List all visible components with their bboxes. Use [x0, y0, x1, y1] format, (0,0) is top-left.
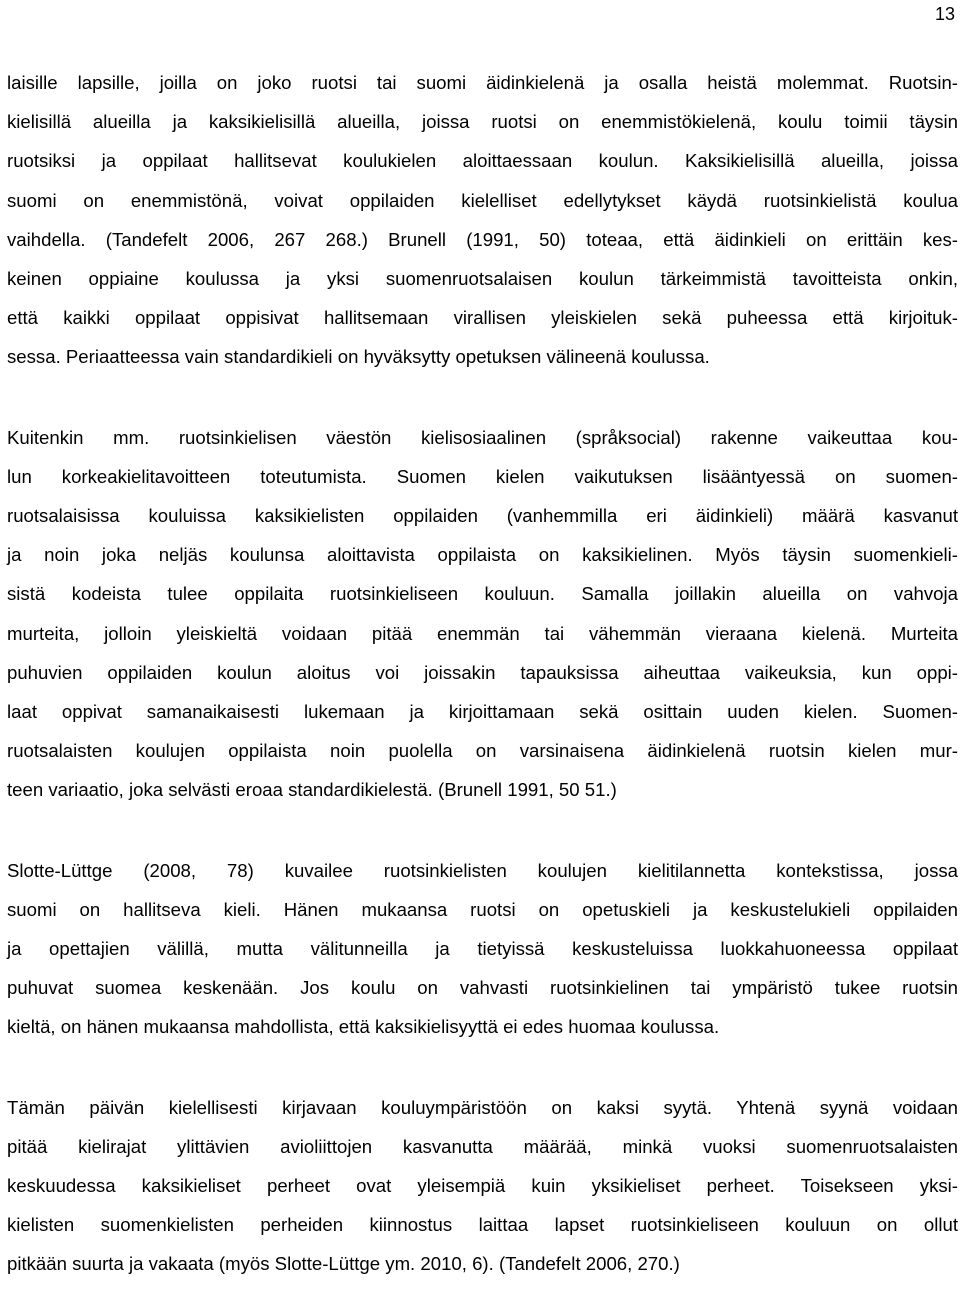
text-line: ruotsalaisissa kouluissa kaksikielisten oppilaiden (vanhemmilla eri äidinkieli) määrä kasvanut [7, 505, 958, 527]
text-line: pitkään suurta ja vakaata (myös Slotte-Lüttge ym. 2010, 6). (Tandefelt 2006, 270.) [7, 1253, 680, 1275]
text-line: Tämän päivän kielellisesti kirjavaan kouluympäristöön on kaksi syytä. Yhtenä syynä voidaan [7, 1096, 958, 1118]
text-line: puhuvien oppilaiden koulun aloitus voi joissakin tapauksissa aiheuttaa vaikeuksia, kun oppi- [7, 661, 958, 683]
text-line: ruotsalaisten koulujen oppilaista noin puolella on varsinaisena äidinkielenä ruotsin kielen mur- [7, 740, 958, 762]
text-line: keinen oppiaine koulussa ja yksi suomenruotsalaisen koulun tärkeimmistä tavoitteista onkin, [7, 268, 958, 290]
text-line: laisille lapsille, joilla on joko ruotsi tai suomi äidinkielenä ja osalla heistä molemmat. Ruotsin- [7, 72, 958, 93]
page-number: 13 [934, 4, 955, 24]
text-line: laat oppivat samanaikaisesti lukemaan ja kirjoittamaan sekä osittain uuden kielen. Suomen- [7, 701, 958, 723]
text-line: ruotsiksi ja oppilaat hallitsevat koulukielen aloittaessaan koulun. Kaksikielisillä alueilla, joissa [7, 150, 958, 172]
text-line: suomi on enemmistönä, voivat oppilaiden kielelliset edellytykset käydä ruotsinkielistä koulua [7, 189, 958, 211]
text-line: murteita, jolloin yleiskieltä voidaan pitää enemmän tai vähemmän vieraana kielenä. Murteita [7, 622, 958, 644]
text-line: sistä kodeista tulee oppilaita ruotsinkieliseen kouluun. Samalla joillakin alueilla on vahvoja [7, 583, 958, 605]
text-line: Slotte-Lüttge (2008, 78) kuvailee ruotsinkielisten koulujen kielitilannetta kontekstissa, jossa [7, 859, 958, 881]
text-line: ja opettajien välillä, mutta välitunneilla ja tietyissä keskusteluissa luokkahuoneessa oppilaat [7, 938, 958, 960]
text-line: teen variaatio, joka selvästi eroaa standardikielestä. (Brunell 1991, 50 51.) [7, 779, 617, 801]
paragraph-3 [7, 851, 958, 1047]
text-line: suomi on hallitseva kieli. Hänen mukaansa ruotsi on opetuskieli ja keskustelukieli oppilaiden [7, 898, 958, 920]
text-line: puhuvat suomea keskenään. Jos koulu on vahvasti ruotsinkielinen tai ympäristö tukee ruotsin [7, 977, 958, 999]
text-line: Kuitenkin mm. ruotsinkielisen väestön kielisosiaalinen (språksocial) rakenne vaikeuttaa kou- [7, 426, 958, 448]
text-line: että kaikki oppilaat oppisivat hallitsemaan virallisen yleiskielen sekä puheessa että kirjoituk- [7, 307, 958, 329]
paragraph-2 [7, 418, 958, 810]
text-line: kieltä, on hänen mukaansa mahdollista, että kaksikielisyyttä ei edes huomaa koulussa. [7, 1016, 720, 1038]
text-line: ja noin joka neljäs koulunsa aloittavista oppilaista on kaksikielinen. Myös täysin suomenkieli- [7, 544, 958, 566]
text-line: pitää kielirajat ylittävien avioliittojen kasvanutta määrää, minkä vuoksi suomenruotsalaisten [7, 1135, 958, 1157]
text-line: kielisten suomenkielisten perheiden kiinnostus laittaa lapset ruotsinkieliseen kouluun on ollut [7, 1214, 958, 1236]
text-line: lun korkeakielitavoitteen toteutumista. Suomen kielen vaikutuksen lisääntyessä on suomen- [7, 465, 958, 487]
text-line: sessa. Periaatteessa vain standardikieli on hyväksytty opetuksen välineenä koulussa. [7, 346, 710, 368]
text-line: kielisillä alueilla ja kaksikielisillä alueilla, joissa ruotsi on enemmistökielenä, koulu toimii täysin [7, 111, 958, 133]
text-line: vaihdella. (Tandefelt 2006, 267 268.) Brunell (1991, 50) toteaa, että äidinkieli on erittäin kes- [7, 228, 958, 250]
paragraph-4 [7, 1088, 958, 1284]
document-body [7, 63, 958, 1284]
text-line: keskuudessa kaksikieliset perheet ovat yleisempiä kuin yksikieliset perheet. Toisekseen yksi- [7, 1175, 958, 1197]
paragraph-1 [7, 63, 958, 377]
